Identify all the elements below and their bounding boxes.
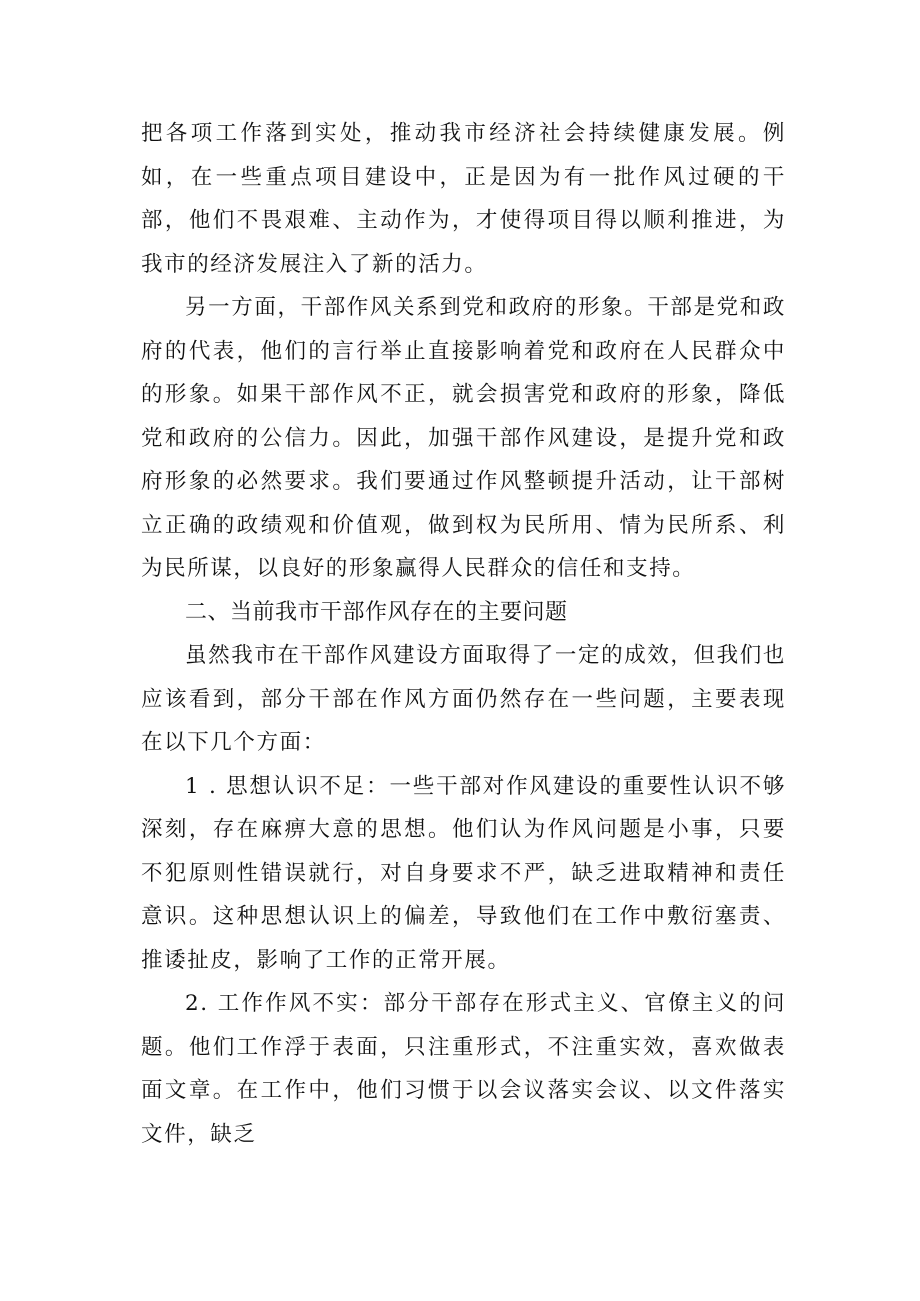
- paragraph-continuation: 把各项工作落到实处，推动我市经济社会持续健康发展。例如，在一些重点项目建设中，正是因为有一批作风过硬的干部，他们不畏艰难、主动作为，才使得项目得以顺利推进，为我市的经济发展注入了新的活力。: [141, 121, 786, 277]
- paragraph-party-image: 另一方面，干部作风关系到党和政府的形象。干部是党和政府的代表，他们的言行举止直接影响着党和政府在人民群众中的形象。如果干部作风不正，就会损害党和政府的形象，降低党和政府的公信力。因此，加强干部作风建设，是提升党和政府形象的必然要求。我们要通过作风整顿提升活动，让干部树立正确的政绩观和价值观，做到权为民所用、情为民所系、利为民所谋，以良好的形象赢得人民群众的信任和支持。: [141, 295, 786, 581]
- list-item-1: 1 . 思想认识不足：一些干部对作风建设的重要性认识不够深刻，存在麻痹大意的思想。他们认为作风问题是小事，只要不犯原则性错误就行，对自身要求不严，缺乏进取精神和责任意识。这种思想认识上的偏差，导致他们在工作中敷衍塞责、推诿扯皮，影响了工作的正常开展。: [141, 773, 786, 973]
- section-heading: 二、当前我市干部作风存在的主要问题: [185, 599, 568, 625]
- paragraph-problems-intro: 虽然我市在干部作风建设方面取得了一定的成效，但我们也应该看到，部分干部在作风方面仍然存在一些问题，主要表现在以下几个方面：: [141, 643, 786, 755]
- document-body: [141, 112, 786, 1156]
- list-item-2: 2. 工作作风不实：部分干部存在形式主义、官僚主义的问题。他们工作浮于表面，只注重形式，不注重实效，喜欢做表面文章。在工作中，他们习惯于以会议落实会议、以文件落实文件，缺乏: [141, 991, 786, 1147]
